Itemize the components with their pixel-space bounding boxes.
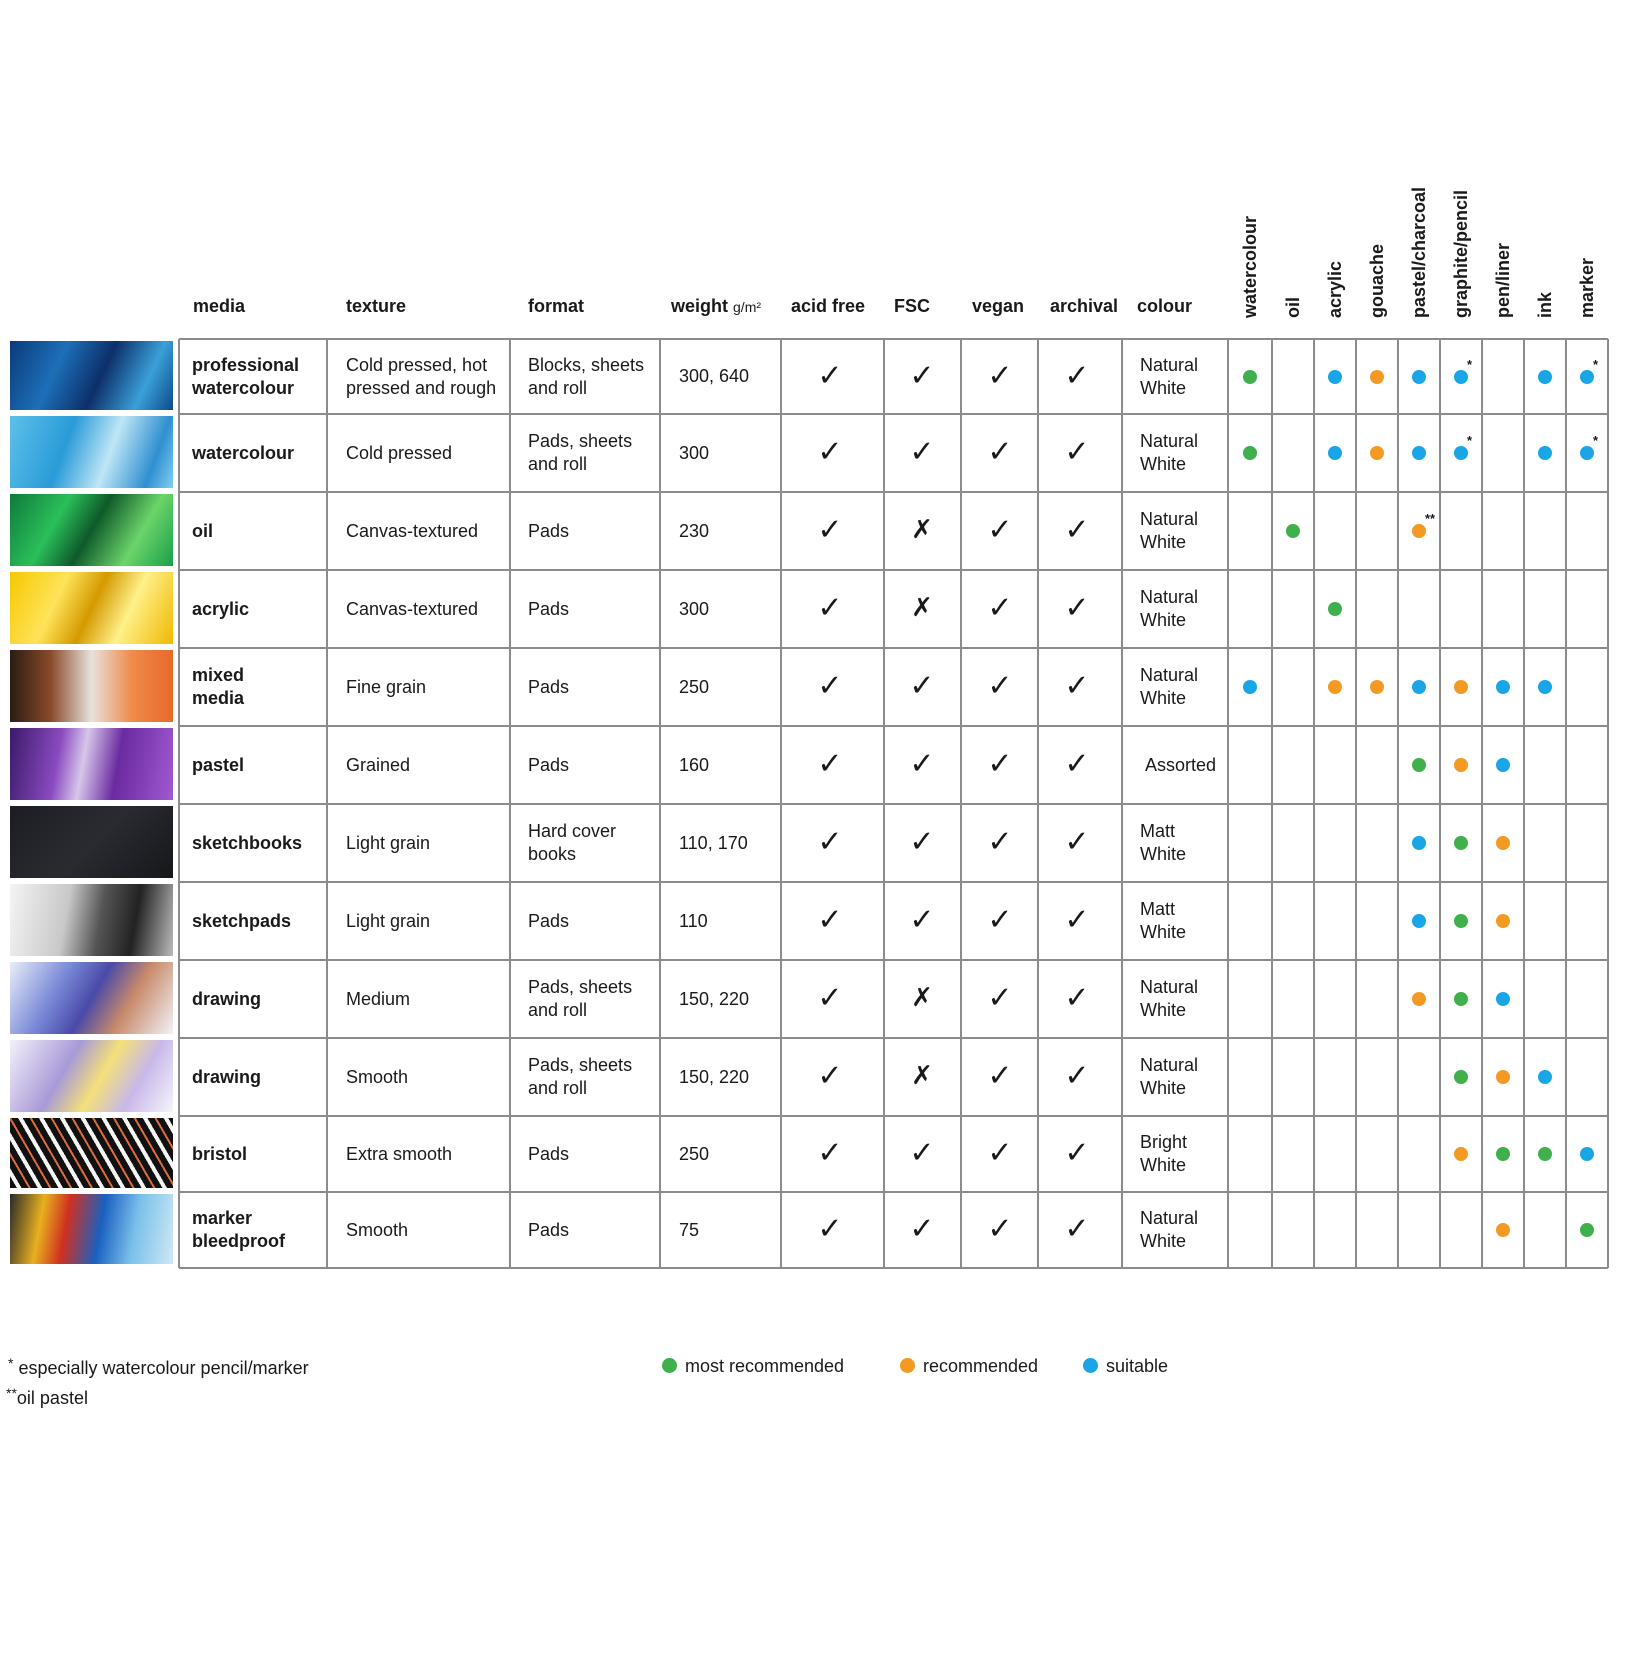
weight-cell-line: 300 [679, 598, 710, 619]
format-cell-line: books [528, 844, 577, 864]
suitability-dot-green [1580, 1223, 1594, 1237]
check-mark-icon: ✓ [987, 902, 1013, 938]
format-cell [528, 1054, 632, 1100]
format-cell-line: Pads [528, 676, 570, 697]
format-cell-line: Pads [528, 910, 570, 931]
check-mark-icon: ✓ [1064, 746, 1090, 782]
suitability-dot-orange [1412, 992, 1426, 1006]
check-mark-icon: ✓ [1064, 358, 1090, 393]
texture-cell-line: Cold pressed [346, 442, 453, 463]
weight-cell [679, 598, 709, 621]
check-mark-icon: ✓ [1064, 902, 1090, 938]
format-cell-line: and roll [528, 1078, 588, 1098]
texture-cell-line: Grained [346, 754, 411, 775]
texture-cell [346, 1066, 408, 1089]
texture-cell [346, 988, 410, 1011]
format-cell-line: Pads [528, 520, 570, 541]
suitability-dot-blue [1454, 370, 1468, 384]
suitability-dot-blue [1412, 446, 1426, 460]
suitability-dot-blue [1538, 370, 1552, 384]
colour-cell-line: White [1140, 1231, 1187, 1251]
media-name-line: drawing [192, 988, 262, 1009]
media-name-line: watercolour [192, 442, 295, 463]
check-mark-icon: ✓ [1064, 980, 1090, 1016]
check-mark-icon: ✓ [1064, 668, 1090, 704]
suitability-dot-blue [1580, 1147, 1594, 1161]
colour-cell [1140, 976, 1198, 1022]
check-mark-icon: ✓ [987, 434, 1013, 470]
check-mark-icon: ✓ [909, 1211, 935, 1247]
header-archival: archival [1050, 296, 1119, 316]
format-cell [528, 520, 569, 543]
media-name [192, 1143, 247, 1166]
colour-cell-line: Assorted [1145, 754, 1217, 775]
legend-dot-icon [1083, 1358, 1098, 1373]
format-cell [528, 910, 569, 933]
texture-cell-line: Cold pressed, hot [346, 354, 488, 375]
format-cell-line: Pads [528, 1143, 570, 1164]
texture-cell-line: Light grain [346, 832, 431, 853]
suitability-dot-green [1454, 914, 1468, 928]
colour-cell-line: White [1140, 454, 1187, 474]
format-cell-line: Pads, sheets [528, 431, 633, 451]
colour-cell-line: Natural [1140, 1055, 1199, 1075]
format-cell-line: Blocks, sheets [528, 354, 645, 375]
check-mark-icon: ✓ [817, 1058, 843, 1094]
colour-cell-line: Matt [1140, 899, 1176, 919]
check-mark-icon: ✓ [817, 590, 843, 626]
colour-cell [1140, 1207, 1198, 1253]
check-mark-icon: ✓ [909, 824, 935, 860]
media-name-line: mixed [192, 665, 245, 685]
footnote-star: * [1467, 356, 1473, 372]
header-fsc: FSC [894, 296, 930, 316]
header-texture: texture [346, 296, 407, 316]
suitability-dot-blue [1538, 446, 1552, 460]
check-mark-icon: ✓ [1064, 824, 1090, 860]
texture-cell-line: Canvas-textured [346, 520, 479, 541]
legend-item-orange [900, 1356, 1038, 1377]
weight-cell-line: 300, 640 [679, 366, 750, 386]
weight-cell-line: 160 [679, 754, 710, 775]
check-mark-icon: ✓ [909, 434, 935, 470]
header-acid-free: acid free [791, 296, 866, 316]
header-gouache: gouache [1367, 243, 1387, 318]
format-cell [528, 676, 569, 699]
ink-pattern-swatch [10, 1118, 173, 1188]
check-mark-icon: ✓ [987, 980, 1013, 1016]
colour-cell-line: Bright [1140, 1132, 1188, 1152]
header-vegan: vegan [972, 296, 1025, 316]
media-name-line: sketchpads [192, 910, 292, 931]
suitability-dot-green [1328, 602, 1342, 616]
format-cell [528, 976, 632, 1022]
colour-cell-line: White [1140, 610, 1187, 630]
check-mark-icon: ✓ [817, 668, 843, 704]
texture-cell [346, 598, 478, 621]
colour-cell-line: White [1140, 688, 1187, 708]
colour-cell-line: White [1140, 1000, 1187, 1020]
suitability-dot-green [1496, 1147, 1510, 1161]
check-mark-icon: ✓ [1064, 590, 1090, 626]
media-name-line: bristol [192, 1143, 248, 1164]
iris-drawing-swatch [10, 962, 173, 1034]
colour-cell-line: Matt [1140, 821, 1176, 841]
texture-cell-line: Light grain [346, 910, 431, 931]
check-mark-icon: ✓ [909, 746, 935, 782]
colour-cell-line: Natural [1140, 977, 1199, 997]
legend-dot-icon [900, 1358, 915, 1373]
footnote-double-star [6, 1385, 88, 1409]
suitability-dot-blue [1412, 680, 1426, 694]
texture-cell [346, 1219, 408, 1242]
suitability-dot-blue [1243, 680, 1257, 694]
texture-cell-line: Smooth [346, 1066, 409, 1087]
colour-cell-line: White [1140, 922, 1187, 942]
weight-cell [679, 754, 709, 777]
header-pen-liner: pen/liner [1493, 242, 1513, 318]
media-name [192, 664, 244, 710]
check-mark-icon: ✓ [987, 1058, 1013, 1094]
media-name-line: pastel [192, 754, 245, 775]
texture-cell [346, 354, 496, 400]
media-name-line: media [192, 688, 245, 708]
check-mark-icon: ✓ [817, 902, 843, 938]
suitability-dot-orange [1496, 1223, 1510, 1237]
suitability-dot-blue [1538, 680, 1552, 694]
texture-cell [346, 754, 410, 777]
colour-cell-line: Natural [1140, 665, 1199, 685]
check-mark-icon: ✓ [817, 824, 843, 860]
suitability-dot-blue [1496, 758, 1510, 772]
colour-cell-line: White [1140, 1078, 1187, 1098]
check-mark-icon: ✓ [817, 1211, 843, 1247]
texture-cell-line: Canvas-textured [346, 598, 479, 619]
texture-cell [346, 520, 478, 543]
check-mark-icon: ✓ [1064, 1058, 1090, 1094]
media-name [192, 354, 299, 400]
weight-cell-line: 110, 170 [679, 832, 748, 853]
check-mark-icon: ✓ [1064, 1135, 1090, 1171]
colour-cell [1140, 1054, 1198, 1100]
footnote-text: especially watercolour pencil/marker [18, 1358, 309, 1378]
footnote-single-star [8, 1355, 309, 1379]
media-name-line: bleedproof [192, 1231, 285, 1251]
suitability-dot-green [1243, 370, 1257, 384]
colour-cell-line: White [1140, 1155, 1187, 1175]
media-name-line: marker [192, 1208, 253, 1228]
media-name [192, 520, 213, 543]
mixed-media-swatch [10, 650, 173, 722]
suitability-dot-blue [1580, 446, 1594, 460]
weight-cell [679, 910, 708, 933]
media-name [192, 598, 249, 621]
cross-mark-icon: ✗ [911, 1061, 933, 1091]
texture-cell-line: pressed and rough [346, 377, 497, 398]
purple-pastel-swatch [10, 728, 173, 800]
footnote-star: * [1593, 356, 1599, 372]
suitability-dot-green [1286, 524, 1300, 538]
suitability-dot-blue [1496, 680, 1510, 694]
cross-mark-icon: ✗ [911, 983, 933, 1013]
colour-cell [1140, 508, 1198, 554]
suitability-dot-green [1454, 836, 1468, 850]
header-oil: oil [1283, 297, 1303, 318]
header-media: media [193, 296, 246, 316]
legend-item-blue [1083, 1356, 1168, 1377]
flower-drawing-swatch [10, 1040, 173, 1112]
colour-cell-line: Natural [1140, 354, 1199, 375]
colour-cell [1140, 354, 1198, 400]
header-marker: marker [1577, 257, 1597, 318]
cross-mark-icon: ✗ [911, 593, 933, 623]
weight-cell [679, 1143, 709, 1166]
media-name [192, 832, 302, 855]
suitability-dot-blue [1454, 446, 1468, 460]
weight-cell-line: 75 [679, 1219, 700, 1240]
texture-cell [346, 442, 452, 465]
texture-cell [346, 832, 430, 855]
colour-cell-line: White [1140, 377, 1187, 398]
header-colour: colour [1137, 296, 1193, 316]
format-cell-line: Pads [528, 1219, 570, 1240]
footnote-mark: * [8, 1355, 14, 1371]
suitability-dot-orange [1370, 680, 1384, 694]
check-mark-icon: ✓ [817, 746, 843, 782]
legend-dot-icon [662, 1358, 677, 1373]
check-mark-icon: ✓ [817, 980, 843, 1016]
weight-cell [679, 520, 709, 543]
media-name [192, 988, 261, 1011]
colour-cell-line: Natural [1140, 1208, 1199, 1228]
colour-cell [1140, 820, 1186, 866]
header-watercolour: watercolour [1240, 215, 1260, 318]
header-weight-unit: g/m² [733, 299, 762, 315]
suitability-dot-blue [1496, 992, 1510, 1006]
colour-cell-line: Natural [1140, 509, 1199, 529]
header-graphite-pencil: graphite/pencil [1451, 189, 1471, 318]
check-mark-icon: ✓ [909, 902, 935, 938]
check-mark-icon: ✓ [817, 358, 843, 393]
texture-cell [346, 910, 430, 933]
format-cell-line: Pads [528, 598, 570, 619]
cross-mark-icon: ✗ [911, 515, 933, 545]
format-cell-line: Pads [528, 754, 570, 775]
suitability-dot-orange [1412, 524, 1426, 538]
texture-cell-line: Smooth [346, 1219, 409, 1240]
legend-label: suitable [1106, 1356, 1169, 1376]
suitability-dot-blue [1328, 446, 1342, 460]
check-mark-icon: ✓ [909, 668, 935, 704]
suitability-dot-green [1454, 1070, 1468, 1084]
check-mark-icon: ✓ [987, 358, 1013, 393]
weight-cell [679, 1219, 699, 1242]
weight-cell [679, 442, 709, 465]
media-name [192, 910, 291, 933]
media-name-line: oil [192, 520, 213, 541]
check-mark-icon: ✓ [1064, 512, 1090, 548]
check-mark-icon: ✓ [987, 1135, 1013, 1171]
header-ink: ink [1535, 291, 1555, 318]
suitability-dot-orange [1328, 680, 1342, 694]
texture-cell-line: Extra smooth [346, 1143, 453, 1164]
format-cell-line: and roll [528, 377, 588, 398]
footnote-star: ** [1425, 511, 1436, 526]
texture-cell [346, 1143, 452, 1166]
check-mark-icon: ✓ [987, 1211, 1013, 1247]
format-cell-line: Hard cover [528, 821, 617, 841]
colour-cell [1145, 754, 1216, 777]
weight-cell-line: 250 [679, 676, 710, 697]
media-name [192, 442, 294, 465]
suitability-dot-blue [1538, 1070, 1552, 1084]
format-cell-line: and roll [528, 1000, 588, 1020]
header-weight-label: weight [671, 296, 728, 316]
header-acrylic: acrylic [1325, 260, 1345, 318]
legend-item-green [662, 1356, 844, 1377]
check-mark-icon: ✓ [817, 512, 843, 548]
format-cell [528, 354, 644, 400]
check-mark-icon: ✓ [987, 824, 1013, 860]
colour-cell-line: White [1140, 532, 1187, 552]
pencil-sketch-swatch [10, 884, 173, 956]
suitability-dot-blue [1412, 914, 1426, 928]
marker-swirl-swatch [10, 1194, 173, 1264]
suitability-dot-blue [1580, 370, 1594, 384]
weight-cell [679, 988, 749, 1011]
suitability-dot-orange [1496, 836, 1510, 850]
suitability-dot-orange [1370, 370, 1384, 384]
check-mark-icon: ✓ [817, 434, 843, 470]
weight-cell-line: 230 [679, 520, 710, 541]
colour-cell [1140, 898, 1186, 944]
legend-label: recommended [923, 1356, 1039, 1376]
check-mark-icon: ✓ [909, 358, 935, 393]
suitability-dot-green [1454, 992, 1468, 1006]
suitability-dot-green [1412, 758, 1426, 772]
texture-cell-line: Medium [346, 988, 411, 1009]
media-name-line: watercolour [192, 377, 295, 398]
check-mark-icon: ✓ [909, 1135, 935, 1171]
footnote-star: * [1467, 433, 1473, 448]
media-name-line: sketchbooks [192, 832, 303, 853]
check-mark-icon: ✓ [987, 746, 1013, 782]
colour-cell [1140, 586, 1198, 632]
blue-watercolour-swatch [10, 341, 173, 410]
suitability-dot-orange [1496, 914, 1510, 928]
weight-cell [679, 676, 709, 699]
footnote-star: * [1593, 433, 1599, 448]
header-format: format [528, 296, 585, 316]
yellow-acrylic-swatch [10, 572, 173, 644]
weight-cell [679, 1066, 749, 1089]
legend-label: most recommended [685, 1356, 845, 1376]
media-name [192, 1207, 285, 1253]
suitability-dot-green [1538, 1147, 1552, 1161]
format-cell [528, 430, 632, 476]
texture-cell-line: Fine grain [346, 676, 427, 697]
colour-cell [1140, 1131, 1187, 1177]
suitability-dot-green [1243, 446, 1257, 460]
footnote-mark: ** [6, 1385, 17, 1401]
suitability-dot-orange [1370, 446, 1384, 460]
weight-cell-line: 300 [679, 442, 710, 463]
colour-cell [1140, 430, 1198, 476]
check-mark-icon: ✓ [987, 590, 1013, 626]
suitability-dot-blue [1412, 836, 1426, 850]
suitability-dot-blue [1412, 370, 1426, 384]
header-pastel-charcoal: pastel/charcoal [1409, 186, 1429, 318]
weight-cell-line: 150, 220 [679, 1066, 750, 1087]
check-mark-icon: ✓ [1064, 434, 1090, 470]
texture-cell [346, 676, 426, 699]
format-cell-line: Pads, sheets [528, 1055, 633, 1075]
media-name [192, 1066, 261, 1089]
check-mark-icon: ✓ [987, 668, 1013, 704]
format-cell-line: Pads, sheets [528, 977, 633, 997]
format-cell [528, 820, 616, 866]
weight-cell-line: 150, 220 [679, 988, 750, 1009]
format-cell [528, 1219, 569, 1242]
format-cell [528, 1143, 569, 1166]
suitability-dot-orange [1454, 758, 1468, 772]
check-mark-icon: ✓ [817, 1135, 843, 1171]
format-cell [528, 754, 569, 777]
media-name-line: drawing [192, 1066, 262, 1087]
weight-cell-line: 110 [679, 910, 708, 931]
colour-cell-line: Natural [1140, 431, 1199, 451]
check-mark-icon: ✓ [987, 512, 1013, 548]
green-oil-swatch [10, 494, 173, 566]
colour-cell [1140, 664, 1198, 710]
weight-cell [679, 365, 749, 388]
footnote-text: oil pastel [16, 1388, 88, 1408]
media-name [192, 754, 244, 777]
format-cell-line: and roll [528, 454, 588, 474]
check-mark-icon: ✓ [1064, 1211, 1090, 1247]
black-sketchbook-swatch [10, 806, 173, 878]
suitability-dot-orange [1454, 680, 1468, 694]
suitability-dot-blue [1328, 370, 1342, 384]
light-blue-watercolour-swatch [10, 416, 173, 488]
colour-cell-line: White [1140, 844, 1187, 864]
format-cell [528, 598, 569, 621]
media-name-line: professional [192, 354, 300, 375]
media-name-line: acrylic [192, 598, 250, 619]
weight-cell-line: 250 [679, 1143, 710, 1164]
weight-cell [679, 832, 748, 855]
suitability-dot-orange [1496, 1070, 1510, 1084]
header-weight [671, 296, 761, 317]
colour-cell-line: Natural [1140, 587, 1199, 607]
suitability-dot-orange [1454, 1147, 1468, 1161]
